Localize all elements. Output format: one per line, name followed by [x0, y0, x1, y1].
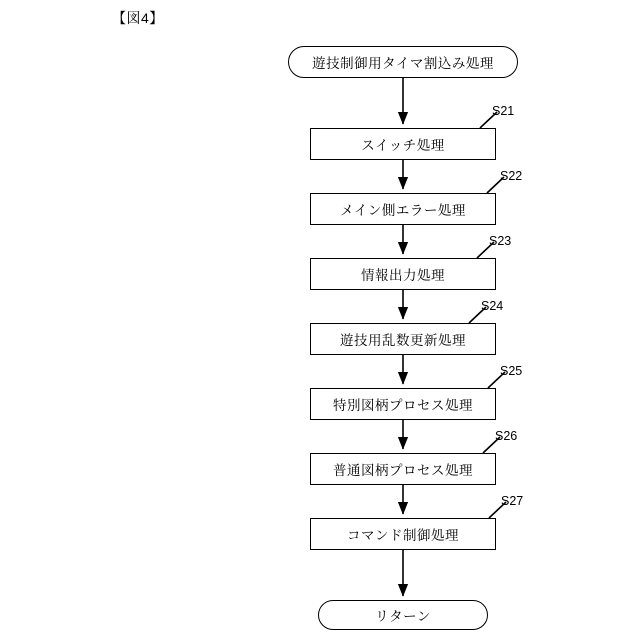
- figure-label: 【図4】: [112, 10, 164, 26]
- node-s27: [310, 518, 496, 550]
- step-label-s25: S25: [500, 364, 523, 378]
- node-return: [318, 600, 488, 630]
- node-start-label: 遊技制御用タイマ割込み処理: [312, 56, 494, 71]
- node-s23-label: 情報出力処理: [361, 268, 445, 283]
- step-label-s24: S24: [481, 299, 504, 313]
- step-label-s21: S21: [492, 104, 515, 118]
- step-label-s23: S23: [489, 234, 512, 248]
- step-label-s27: S27: [501, 494, 524, 508]
- node-s24: [310, 323, 496, 355]
- node-return-label: リターン: [375, 609, 431, 624]
- node-s21-label: スイッチ処理: [361, 138, 445, 153]
- node-s26-label: 普通図柄プロセス処理: [333, 463, 473, 478]
- node-s26: [310, 453, 496, 485]
- node-start: [288, 46, 518, 78]
- step-label-s26: S26: [495, 429, 518, 443]
- node-s22: [310, 193, 496, 225]
- node-s21: [310, 128, 496, 160]
- step-label-s22: S22: [500, 169, 523, 183]
- node-s23: [310, 258, 496, 290]
- node-s27-label: コマンド制御処理: [347, 528, 459, 543]
- node-s25: [310, 388, 496, 420]
- node-s22-label: メイン側エラー処理: [340, 203, 466, 218]
- node-s25-label: 特別図柄プロセス処理: [333, 398, 473, 413]
- node-s24-label: 遊技用乱数更新処理: [340, 333, 466, 348]
